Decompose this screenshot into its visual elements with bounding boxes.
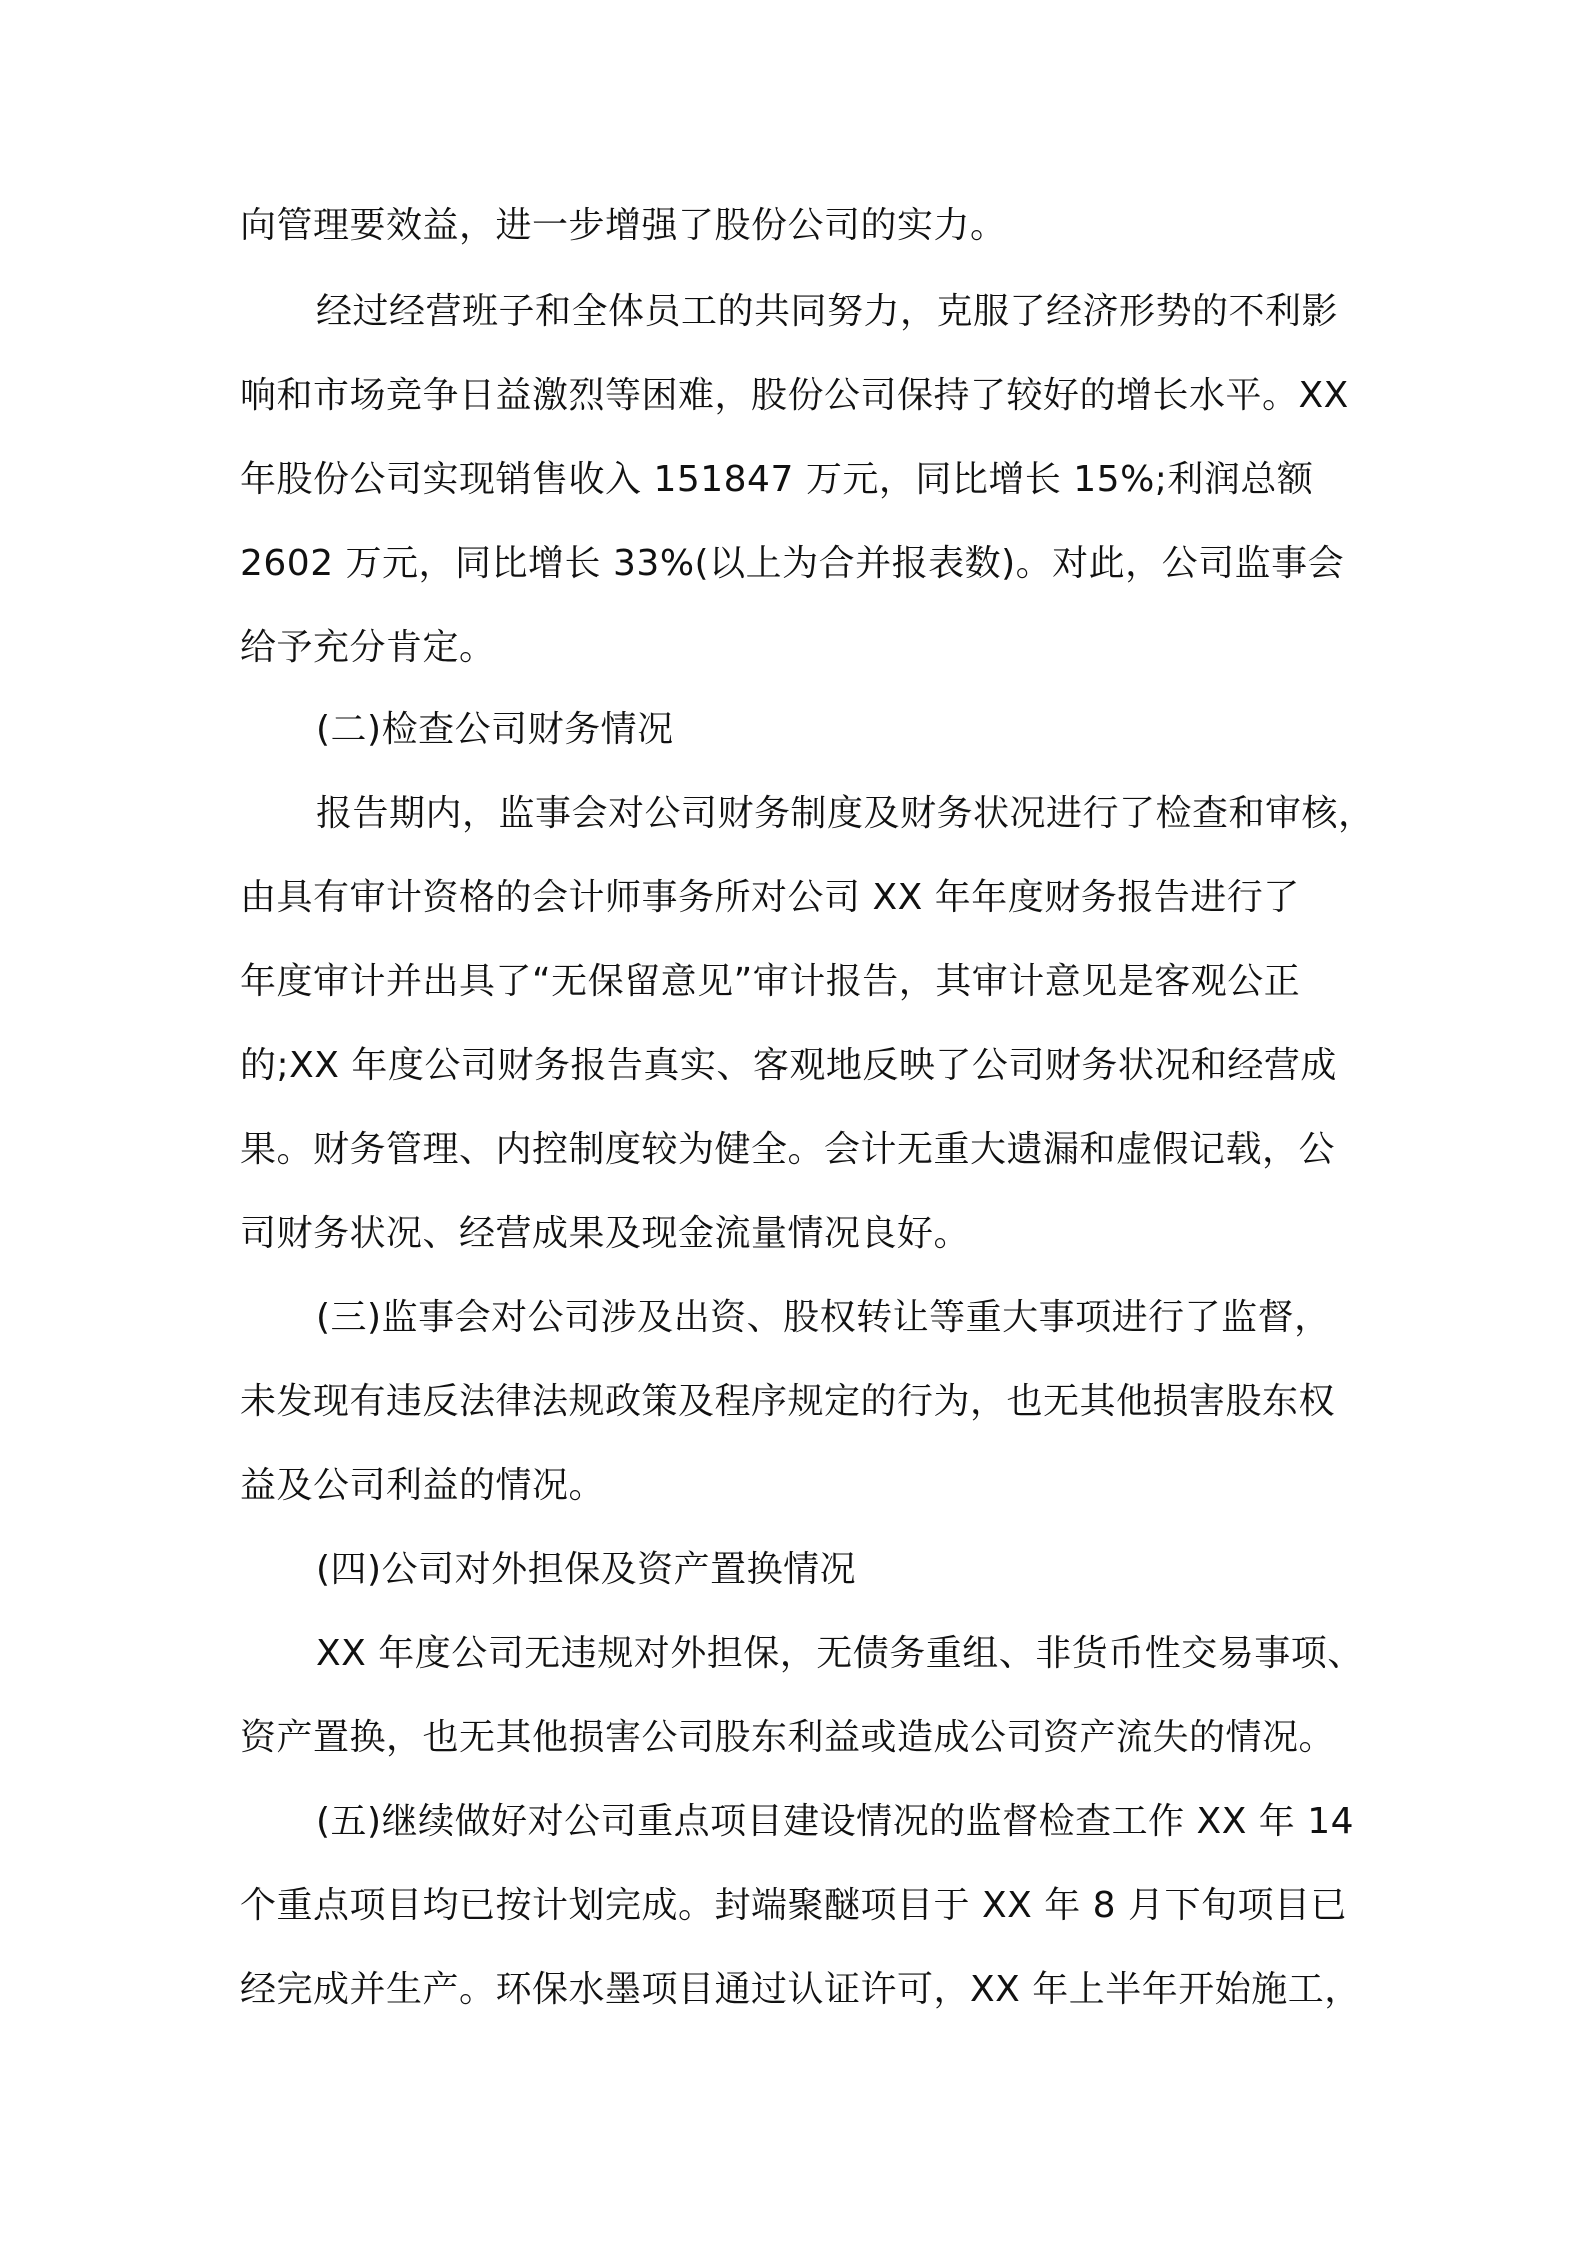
text-line: 经过经营班子和全体员工的共同努力，克服了经济形势的不利影: [316, 291, 1339, 332]
section-heading: (五)继续做好对公司重点项目建设情况的监督检查工作 XX 年 14: [316, 1801, 1355, 1842]
section-heading: (四)公司对外担保及资产置换情况: [316, 1549, 857, 1590]
text-line: 个重点项目均已按计划完成。封端聚醚项目于 XX 年 8 月下旬项目已: [240, 1885, 1348, 1926]
text-line: 资产置换，也无其他损害公司股东利益或造成公司资产流失的情况。: [240, 1717, 1336, 1758]
text-line: 年股份公司实现销售收入 151847 万元，同比增长 15%;利润总额: [240, 459, 1314, 500]
text-line: 司财务状况、经营成果及现金流量情况良好。: [240, 1213, 971, 1254]
text-line: XX 年度公司无违规对外担保，无债务重组、非货币性交易事项、: [316, 1633, 1364, 1674]
text-line: 经完成并生产。环保水墨项目通过认证许可，XX 年上半年开始施工，: [240, 1969, 1361, 2010]
text-line: 的;XX 年度公司财务报告真实、客观地反映了公司财务状况和经营成: [240, 1045, 1337, 1086]
section-heading: (三)监事会对公司涉及出资、股权转让等重大事项进行了监督，: [316, 1297, 1331, 1338]
text-line: 2602 万元，同比增长 33%(以上为合并报表数)。对此，公司监事会: [240, 543, 1345, 584]
text-line: 报告期内，监事会对公司财务制度及财务状况进行了检查和审核，: [316, 793, 1375, 834]
text-line: 响和市场竞争日益激烈等困难，股份公司保持了较好的增长水平。XX: [240, 375, 1349, 416]
text-line: 果。财务管理、内控制度较为健全。会计无重大遗漏和虚假记载，公: [240, 1129, 1336, 1170]
text-line: 年度审计并出具了“无保留意见”审计报告，其审计意见是客观公正: [240, 961, 1301, 1002]
text-line: 给予充分肯定。: [240, 627, 496, 668]
section-heading: (二)检查公司财务情况: [316, 709, 674, 750]
text-line: 未发现有违反法律法规政策及程序规定的行为，也无其他损害股东权: [240, 1381, 1336, 1422]
text-line: 由具有审计资格的会计师事务所对公司 XX 年年度财务报告进行了: [240, 877, 1300, 918]
text-line: 向管理要效益，进一步增强了股份公司的实力。: [240, 205, 1007, 246]
text-line: 益及公司利益的情况。: [240, 1465, 606, 1506]
